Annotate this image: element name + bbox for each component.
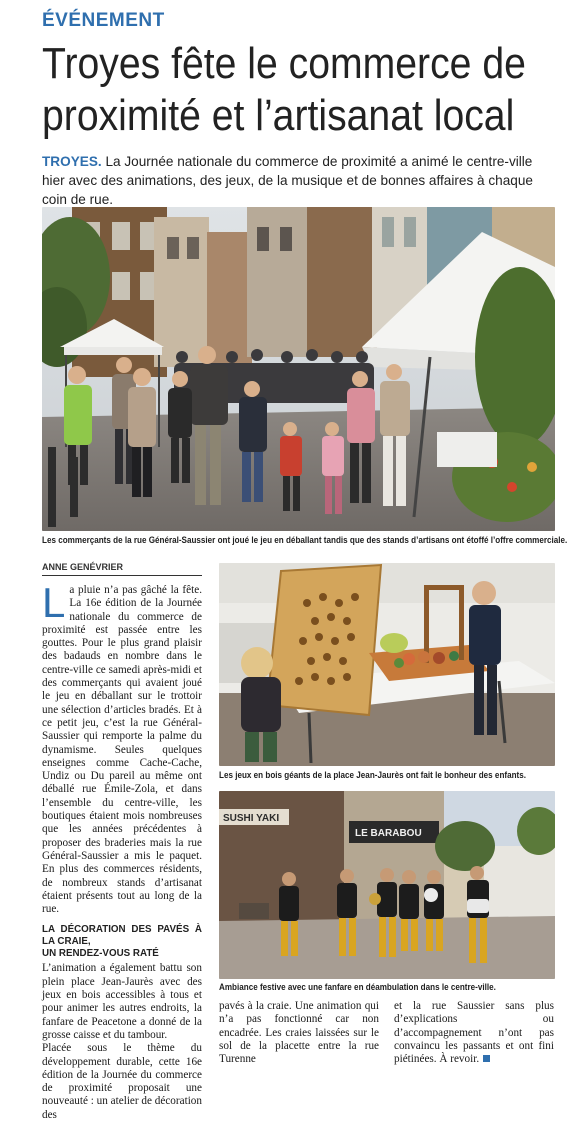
headline-line-2: proximité et l’artisanat local <box>42 91 515 140</box>
dropcap: L <box>42 579 66 626</box>
street-market-illustration <box>42 207 555 531</box>
article-column-2 <box>219 1000 379 1066</box>
main-photo-caption: Les commerçants de la rue Général-Saussier ont joué le jeu en déballant tandis que des stands d’artisans ont étoffé l’offre commerciale. <box>42 535 568 545</box>
body-paragraph-3: Placée sous le thème du développement durable, cette 16e édition de la Journée du commerce de proximité proposait une nouveauté : un atelier de décoration des <box>42 1042 202 1121</box>
subhead-line-1: LA DÉCORATION DES PAVÉS À LA CRAIE, <box>42 924 202 948</box>
main-photo <box>42 207 555 531</box>
games-photo <box>219 563 555 766</box>
subhead-line-2: UN RENDEZ-VOUS RATÉ <box>42 948 159 960</box>
section-kicker: ÉVÉNEMENT <box>42 10 165 31</box>
body-paragraph-1: a pluie n’a pas gâché la fête. La 16e édition de la Journée nationale du commerce de proximité est passée entre les gouttes. Pour le plus grand plaisir des badauds en nombre dans le centre-ville ce samedi après-midi et des commerçants qui avaient joué le jeu en déballant sur le trottoir une sélection d’articles bradés. Et à ce petit jeu, c’est la rue Général-Saussier qui remporte la palme du dynamisme. Seules quelques enseignes comme Cache-Cache, Undiz ou Du pareil au même ont déballé rue Émile-Zola, et dans l’ensemble du centre-ville, les boutiques étaient mois nombreuses que les années précédentes à proposer des braderies mais la rue Général-Saussier a mis le paquet. En plus des commerces résidents, de nombreux stands d’artisanat étaient présents tout au long de la rue. <box>42 584 202 916</box>
byline: ANNE GENÉVRIER <box>42 562 202 576</box>
band-photo-caption: Ambiance festive avec une fanfare en déambulation dans le centre-ville. <box>219 982 496 992</box>
headline <box>42 38 526 142</box>
body-column-2: pavés à la craie. Une animation qui n’a pas fonctionné car non encadrée. Les craies laissées sur le sol de la placette entre la rue Turenne <box>219 1000 379 1066</box>
lead-paragraph <box>42 152 557 209</box>
end-of-article-square-icon <box>483 1055 490 1062</box>
body-column-3: et la rue Saussier sans plus d’explications ou d’accompagnement n’ont pas convaincu les passants et ont fini piétinées. À revoir. <box>394 1000 554 1066</box>
band-photo <box>219 791 555 979</box>
wooden-games-illustration <box>219 563 555 766</box>
lead-text: La Journée nationale du commerce de proximité a animé le centre-ville hier avec des animations, des jeux, de la musique et de bonnes affaires à chaque coin de rue. <box>42 154 533 207</box>
article-column-3 <box>394 1000 554 1066</box>
body-column-3-wrap <box>394 1000 554 1066</box>
shop-sign-barabou: LE BARABOU <box>355 828 422 839</box>
body-paragraph-2: L’animation a également battu son plein place Jean-Jaurès avec des jeux en bois accessibles à tous et pour animer les autres endroits, la fanfare de Peacetone a donné de la grosse caisse et du tambour. <box>42 962 202 1041</box>
article-column-1 <box>42 579 202 1122</box>
lead-location: TROYES. <box>42 154 102 169</box>
shop-sign-sushi: SUSHI YAKI <box>223 813 280 824</box>
headline-line-1: Troyes fête le commerce de <box>42 39 526 88</box>
games-photo-caption: Les jeux en bois géants de la place Jean-Jaurès ont fait le bonheur des enfants. <box>219 770 526 780</box>
subhead <box>42 924 202 960</box>
brass-band-illustration <box>219 791 555 979</box>
